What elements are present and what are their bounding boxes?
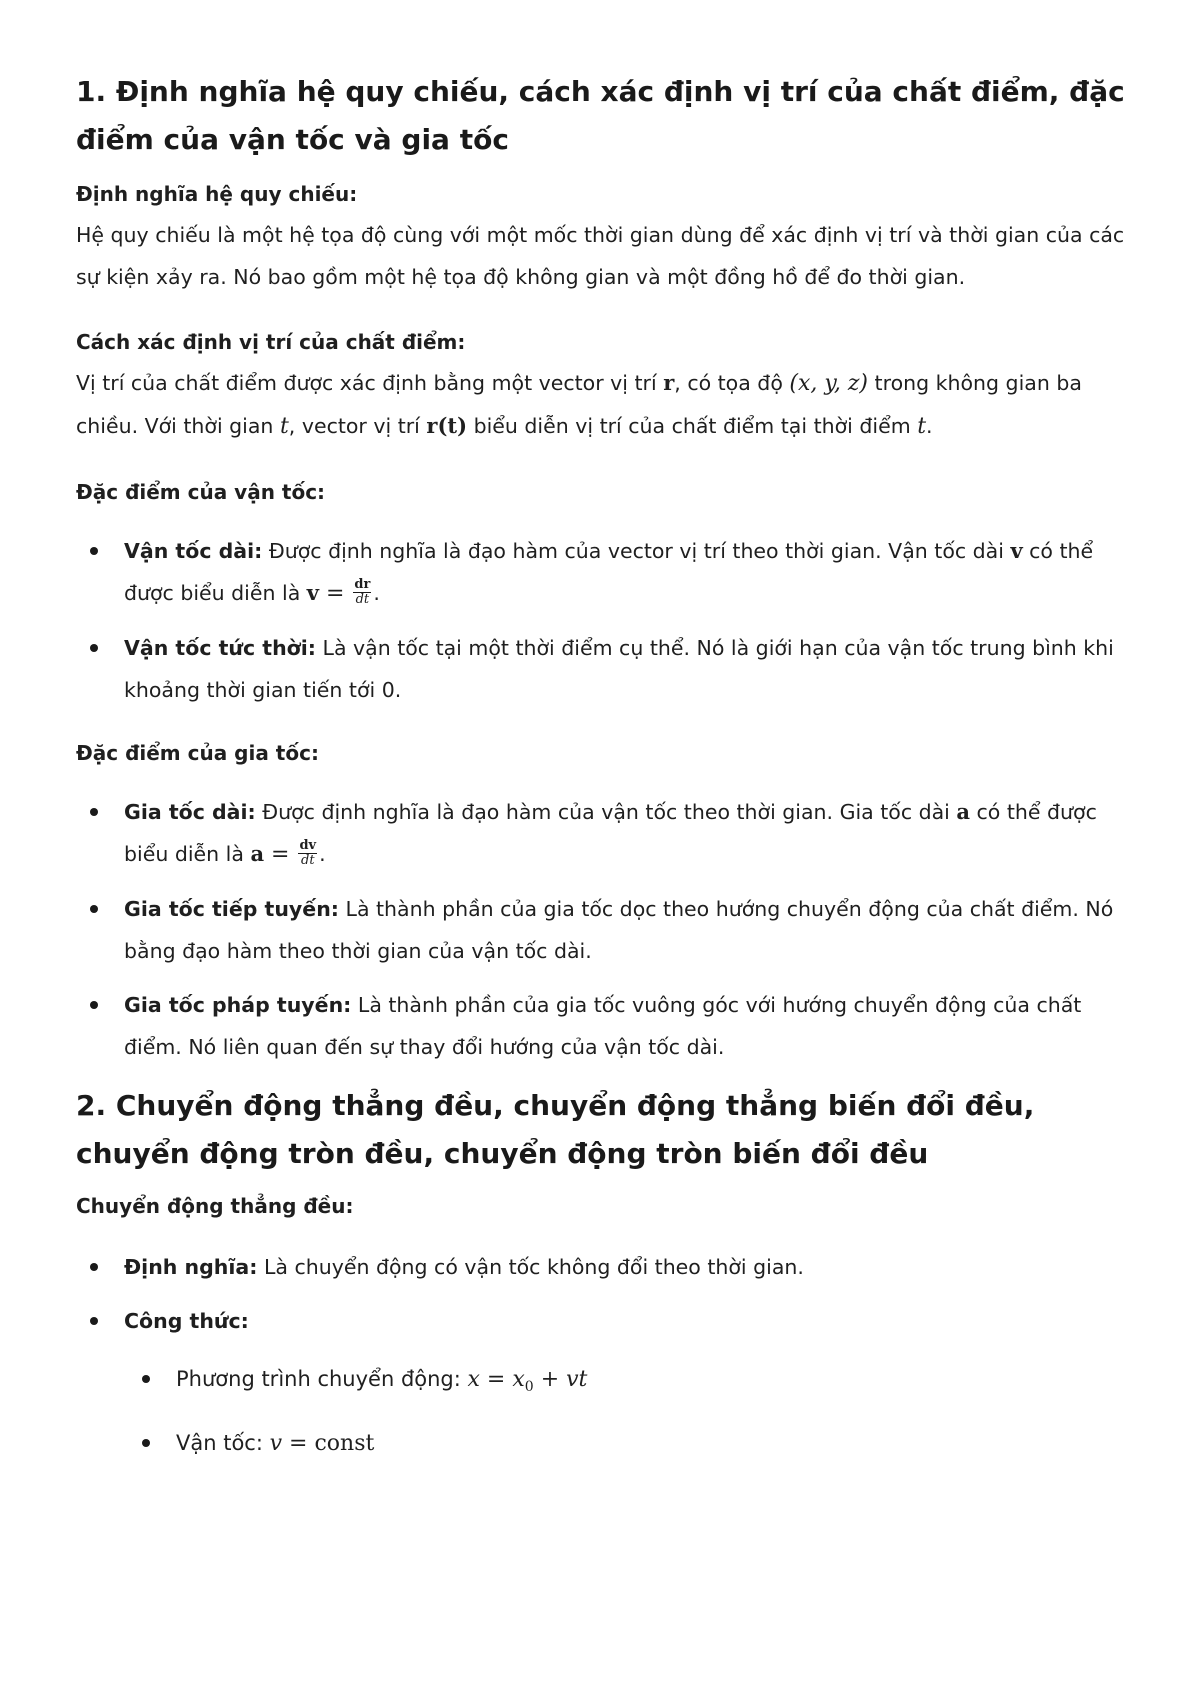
position-text (76, 362, 1134, 448)
math-plus: + (533, 1367, 567, 1392)
uniform-title: Chuyển động thẳng đều: (76, 1194, 354, 1218)
math-xyz: (x, y, z) (789, 371, 869, 396)
uniform-list (76, 1246, 1134, 1465)
item-label: Vận tốc tức thời: (124, 636, 316, 660)
position-text-part: biểu diễn vị trí của chất điểm tại thời điểm (467, 414, 918, 438)
item-label: Định nghĩa: (124, 1255, 258, 1279)
list-item (124, 791, 1134, 876)
frac-num: dr (354, 576, 371, 592)
list-item (124, 888, 1134, 972)
math-eq: = (318, 581, 352, 606)
math-vt: vt (566, 1367, 588, 1392)
velocity-list (76, 530, 1134, 711)
list-item (176, 1358, 1134, 1408)
math-eq: = (264, 842, 297, 867)
frac-den: dt (355, 591, 370, 607)
fraction-dr-dt (353, 578, 371, 607)
acceleration-title: Đặc điểm của gia tốc: (76, 741, 319, 765)
frac-num: dv (299, 837, 317, 853)
section2-heading: 2. Chuyển động thẳng đều, chuyển động thẳng biến đổi đều, chuyển động tròn đều, chuyển động tròn biến đổi đều (76, 1089, 1035, 1170)
position-text-part: . (926, 414, 933, 438)
math-eq: = (479, 1367, 513, 1392)
math-eq: = (282, 1431, 315, 1457)
formula-label: Phương trình chuyển động: (176, 1367, 468, 1391)
math-sub-0: 0 (524, 1379, 534, 1396)
item-label: Vận tốc dài: (124, 539, 263, 563)
item-text: Là thành phần của gia tốc dọc theo hướng chuyển động của chất điểm. Nó bằng đạo hàm theo thời gian của vận tốc dài. (124, 897, 1114, 963)
item-label: Công thức: (124, 1309, 249, 1333)
position-text-part: , vector vị trí (288, 414, 427, 438)
velocity-title: Đặc điểm của vận tốc: (76, 480, 326, 504)
list-item (176, 1422, 1134, 1465)
item-label: Gia tốc pháp tuyến: (124, 993, 352, 1017)
item-text: Được định nghĩa là đạo hàm của vector vị trí theo thời gian. Vận tốc dài (262, 539, 1011, 563)
item-text: Được định nghĩa là đạo hàm của vận tốc theo thời gian. Gia tốc dài (255, 800, 957, 824)
item-label: Gia tốc dài: (124, 800, 256, 824)
fraction-dv-dt (298, 839, 317, 868)
math-t2: t (917, 414, 927, 439)
section1-heading: 1. Định nghĩa hệ quy chiếu, cách xác định vị trí của chất điểm, đặc điểm của vận tốc và gia tốc (76, 75, 1125, 156)
item-text: có thể được biểu diễn là (124, 539, 1094, 605)
item-text: . (319, 842, 326, 866)
list-item (124, 984, 1134, 1068)
frame-title: Định nghĩa hệ quy chiếu: (76, 182, 358, 206)
position-text-part: , có tọa độ (674, 371, 790, 395)
list-item (124, 1300, 1134, 1465)
math-r: r (663, 370, 675, 395)
item-text: Là vận tốc tại một thời điểm cụ thể. Nó là giới hạn của vận tốc trung bình khi khoảng thời gian tiến tới 0. (124, 636, 1114, 702)
math-const: const (314, 1431, 375, 1457)
math-v: v (1010, 538, 1023, 563)
item-text: Là thành phần của gia tốc vuông góc với hướng chuyển động của chất điểm. Nó liên quan đến sự thay đổi hướng của vận tốc dài. (124, 993, 1082, 1059)
item-text: . (373, 581, 380, 605)
math-rt: r(t) (426, 413, 468, 438)
position-text-part: trong không gian ba chiều. Với thời gian (76, 371, 1082, 438)
item-text: có thể được biểu diễn là (124, 800, 1097, 866)
math-a2: a (250, 841, 265, 866)
item-text: Là chuyển động có vận tốc không đổi theo thời gian. (257, 1255, 804, 1279)
frac-den: dt (301, 852, 315, 868)
list-item (124, 530, 1134, 615)
acceleration-list (76, 791, 1134, 1068)
list-item (124, 627, 1134, 711)
item-label: Gia tốc tiếp tuyến: (124, 897, 339, 921)
formula-list (124, 1358, 1134, 1465)
math-x0: x (512, 1367, 525, 1392)
math-x: x (467, 1367, 480, 1392)
math-t: t (279, 414, 289, 439)
math-a: a (956, 799, 971, 824)
math-v: v (269, 1431, 283, 1457)
formula-label: Vận tốc: (176, 1431, 270, 1456)
list-item (124, 1246, 1134, 1288)
math-v2: v (306, 580, 319, 605)
position-text-part: Vị trí của chất điểm được xác định bằng một vector vị trí (76, 371, 664, 395)
position-title: Cách xác định vị trí của chất điểm: (76, 330, 466, 354)
frame-text: Hệ quy chiếu là một hệ tọa độ cùng với một mốc thời gian dùng để xác định vị trí và thời gian của các sự kiện xảy ra. Nó bao gồm một hệ tọa độ không gian và một đồng hồ để đo thời gian. (76, 223, 1125, 289)
